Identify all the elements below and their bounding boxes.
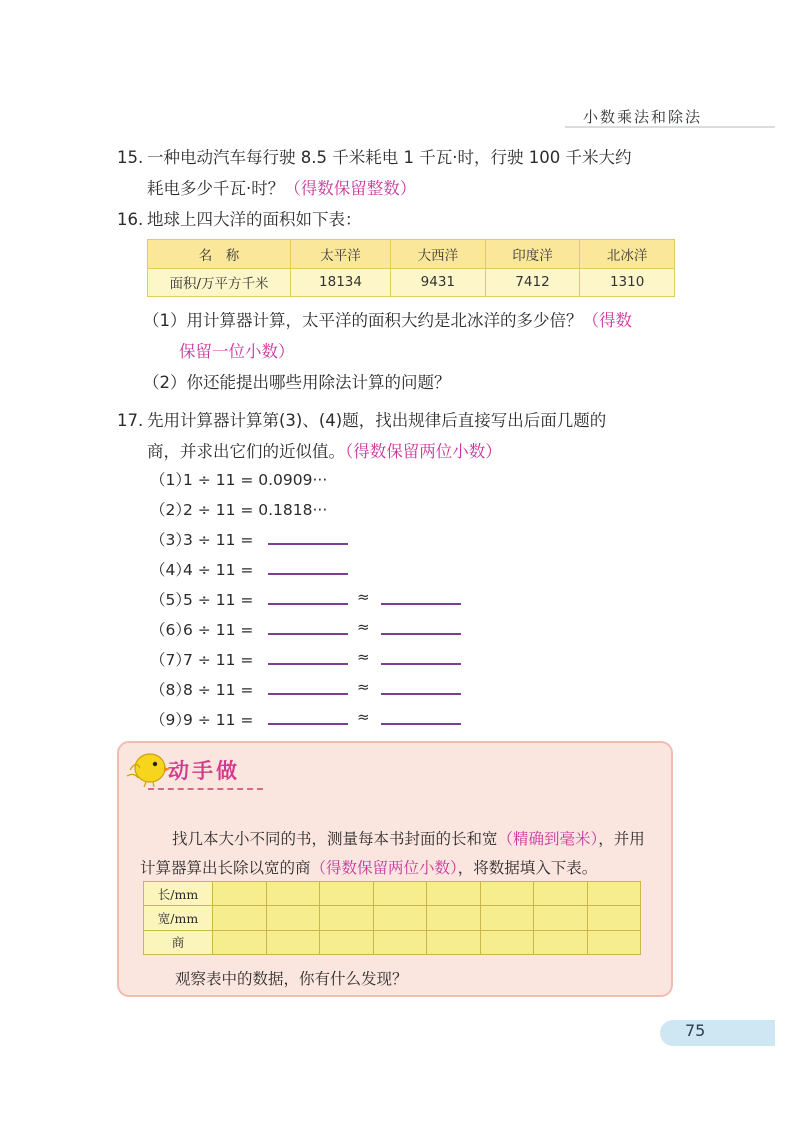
header-rule [565, 126, 775, 128]
table-row-label: 面积/万平方千米 [148, 268, 291, 297]
table-cell[interactable] [213, 930, 267, 954]
problem-15 [117, 142, 687, 204]
equation-text: 8 ÷ 11 = [183, 681, 254, 699]
answer-blank[interactable] [268, 663, 348, 665]
table-cell[interactable] [587, 882, 641, 906]
equation-text: 3 ÷ 11 = [183, 531, 254, 549]
approx-symbol: ≈ [357, 588, 370, 606]
approx-symbol: ≈ [357, 648, 370, 666]
equation-text: 9 ÷ 11 = [183, 711, 254, 729]
question-label: （1） [143, 311, 187, 330]
problem-16-q2 [143, 367, 451, 398]
table-cell: 7412 [485, 268, 580, 297]
instruction-text: ，将数据填入下表。 [457, 859, 598, 877]
answer-blank[interactable] [268, 573, 348, 575]
table-row [148, 268, 675, 297]
equation-text: 4 ÷ 11 = [183, 561, 254, 579]
equation-row [150, 495, 327, 525]
table-cell: 9431 [391, 268, 486, 297]
item-label: （2） [150, 501, 191, 519]
approx-symbol: ≈ [357, 618, 370, 636]
table-row [144, 906, 641, 930]
item-label: （3） [150, 531, 191, 549]
item-label: （1） [150, 471, 191, 489]
instruction-text: ，并用计算器算出长除以宽的商 [140, 830, 645, 877]
activity-instructions [140, 825, 650, 883]
problem-number: 17. [117, 411, 144, 430]
approx-blank[interactable] [381, 603, 461, 605]
equation-text: 2 ÷ 11 = 0.1818··· [183, 501, 328, 519]
equation-row [150, 645, 253, 675]
table-row [144, 930, 641, 954]
table-cell[interactable] [213, 882, 267, 906]
table-cell[interactable] [266, 882, 320, 906]
equation-text: 7 ÷ 11 = [183, 651, 254, 669]
table-cell[interactable] [480, 906, 534, 930]
approx-blank[interactable] [381, 723, 461, 725]
approx-symbol: ≈ [357, 678, 370, 696]
problem-number: 16. [117, 210, 144, 229]
table-cell[interactable] [587, 906, 641, 930]
problem-16 [117, 204, 362, 235]
equation-row [150, 585, 253, 615]
table-cell[interactable] [427, 906, 481, 930]
page-number: 75 [685, 1021, 706, 1040]
ocean-area-table [147, 239, 675, 297]
approx-symbol: ≈ [357, 708, 370, 726]
table-cell[interactable] [534, 930, 588, 954]
chapter-title: 小数乘法和除法 [582, 108, 702, 126]
equation-text: 6 ÷ 11 = [183, 621, 254, 639]
equation-text: 5 ÷ 11 = [183, 591, 254, 609]
item-label: （7） [150, 651, 191, 669]
answer-blank[interactable] [268, 723, 348, 725]
equation-row [150, 705, 253, 735]
problem-text: 先用计算器计算第(3)、(4)题，找出规律后直接写出后面几题的 [147, 411, 607, 430]
item-label: （9） [150, 711, 191, 729]
question-text: 你还能提出哪些用除法计算的问题？ [186, 373, 451, 392]
table-header-row [148, 240, 675, 269]
approx-blank[interactable] [381, 693, 461, 695]
table-cell: 1310 [580, 268, 675, 297]
equation-row [150, 465, 327, 495]
equation-text: 1 ÷ 11 = 0.0909··· [183, 471, 328, 489]
table-cell[interactable] [427, 930, 481, 954]
problem-16-q1 [143, 305, 683, 367]
problem-number: 15. [117, 148, 144, 167]
table-cell[interactable] [373, 906, 427, 930]
precision-note: 保留一位小数） [179, 342, 295, 361]
table-header-cell: 大西洋 [391, 240, 486, 269]
approx-blank[interactable] [381, 663, 461, 665]
table-cell[interactable] [480, 882, 534, 906]
table-cell[interactable] [427, 882, 481, 906]
problem-text: 地球上四大洋的面积如下表： [147, 210, 362, 229]
equation-row [150, 525, 253, 555]
precision-note: （得数 [582, 311, 632, 330]
row-label-length: 长/mm [144, 882, 213, 906]
answer-blank[interactable] [268, 543, 348, 545]
problem-text: 耗电多少千瓦·时？ [147, 179, 285, 198]
title-underline [148, 788, 263, 790]
row-label-quotient: 商 [144, 930, 213, 954]
table-cell[interactable] [373, 930, 427, 954]
table-header-cell: 印度洋 [485, 240, 580, 269]
page-number-tab [660, 1020, 775, 1046]
problem-17 [117, 405, 687, 467]
table-cell[interactable] [213, 906, 267, 930]
table-cell[interactable] [373, 882, 427, 906]
activity-title: 动手做 [168, 759, 240, 783]
item-label: （8） [150, 681, 191, 699]
chick-icon [124, 748, 170, 788]
equation-row [150, 615, 253, 645]
table-header-cell: 太平洋 [291, 240, 391, 269]
instruction-text: 找几本大小不同的书，测量每本书封面的长和宽 [172, 830, 498, 848]
problem-text: 一种电动汽车每行驶 8.5 千米耗电 1 千瓦·时，行驶 100 千米大约 [147, 148, 632, 167]
table-cell[interactable] [534, 906, 588, 930]
item-label: （5） [150, 591, 191, 609]
precision-note: （得数保留两位小数） [310, 859, 458, 877]
precision-note: （得数保留两位小数） [345, 442, 502, 461]
precision-note: （精确到毫米） [497, 830, 599, 848]
table-header-cell: 北冰洋 [580, 240, 675, 269]
question-label: （2） [143, 373, 187, 392]
equation-row [150, 675, 253, 705]
measurement-table [143, 881, 641, 955]
table-row [144, 882, 641, 906]
answer-blank[interactable] [268, 603, 348, 605]
table-cell[interactable] [320, 930, 374, 954]
answer-blank[interactable] [268, 693, 348, 695]
table-cell[interactable] [266, 906, 320, 930]
answer-blank[interactable] [268, 633, 348, 635]
activity-question: 观察表中的数据，你有什么发现？ [175, 970, 408, 988]
item-label: （6） [150, 621, 191, 639]
table-cell[interactable] [534, 882, 588, 906]
table-cell[interactable] [480, 930, 534, 954]
item-label: （4） [150, 561, 191, 579]
precision-note: （得数保留整数） [284, 179, 417, 198]
row-label-width: 宽/mm [144, 906, 213, 930]
table-cell[interactable] [320, 906, 374, 930]
approx-blank[interactable] [381, 633, 461, 635]
table-header-cell: 名 称 [148, 240, 291, 269]
table-cell: 18134 [291, 268, 391, 297]
table-cell[interactable] [266, 930, 320, 954]
equation-row [150, 555, 253, 585]
table-cell[interactable] [320, 882, 374, 906]
table-cell[interactable] [587, 930, 641, 954]
question-text: 用计算器计算，太平洋的面积大约是北冰洋的多少倍？ [186, 311, 583, 330]
problem-text: 商，并求出它们的近似值。 [147, 442, 345, 461]
